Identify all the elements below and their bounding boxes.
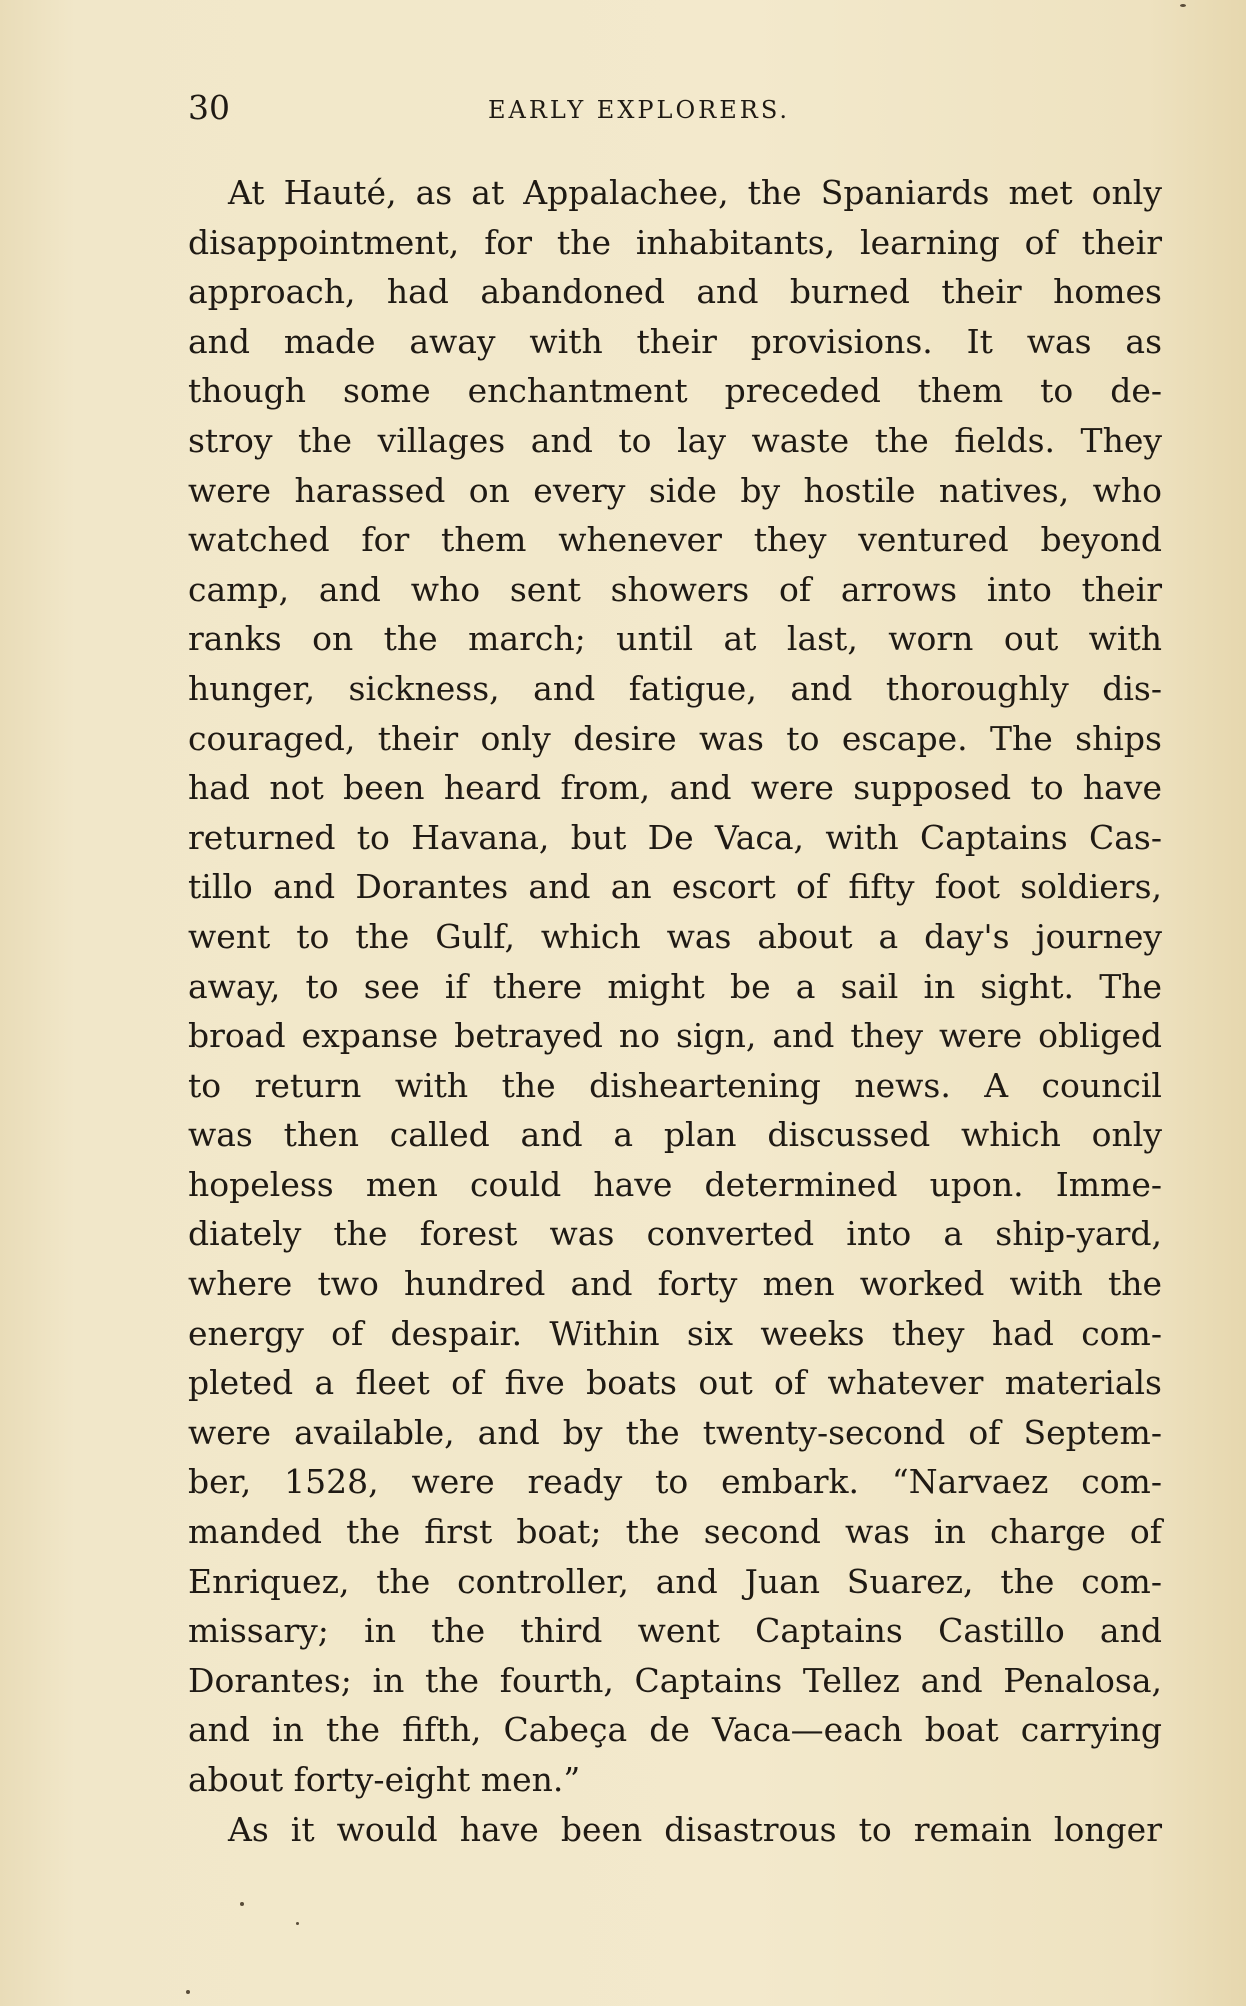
text-line: ber, 1528, were ready to embark. “Narvaez com- xyxy=(188,1462,1162,1502)
running-head: EARLY EXPLORERS. xyxy=(488,96,791,124)
body-text xyxy=(188,168,1162,1854)
text-line: broad expanse betrayed no sign, and they were obliged xyxy=(188,1016,1162,1056)
text-line: went to the Gulf, which was about a day's journey xyxy=(188,916,1162,956)
text-line: couraged, their only desire was to escape. The ships xyxy=(188,718,1162,758)
page-number: 30 xyxy=(188,88,230,127)
text-line: manded the first boat; the second was in charge of xyxy=(188,1512,1162,1552)
page-speck xyxy=(1180,4,1186,7)
text-line: Dorantes; in the fourth, Captains Tellez and Penalosa, xyxy=(188,1660,1162,1700)
page-speck xyxy=(186,1990,190,1994)
text-line: were available, and by the twenty-second of Septem- xyxy=(188,1412,1162,1452)
text-line: Enriquez, the controller, and Juan Suarez, the com- xyxy=(188,1561,1162,1601)
text-line: tillo and Dorantes and an escort of fifty foot soldiers, xyxy=(188,867,1162,907)
page-speck xyxy=(296,1922,299,1925)
text-line: hopeless men could have determined upon. Imme- xyxy=(188,1164,1162,1204)
text-line: away, to see if there might be a sail in sight. The xyxy=(188,966,1162,1006)
text-line: and in the fifth, Cabeça de Vaca—each boat carrying xyxy=(188,1710,1162,1750)
text-line: where two hundred and forty men worked with the xyxy=(188,1264,1162,1304)
text-line: to return with the disheartening news. A council xyxy=(188,1065,1162,1105)
text-line: energy of despair. Within six weeks they had com- xyxy=(188,1313,1162,1353)
text-line: At Hauté, as at Appalachee, the Spaniards met only xyxy=(228,173,1162,212)
text-line: diately the forest was converted into a ship-yard, xyxy=(188,1214,1162,1254)
text-line: camp, and who sent showers of arrows into their xyxy=(188,569,1162,609)
text-line: missary; in the third went Captains Castillo and xyxy=(188,1611,1162,1651)
text-line: disappointment, for the inhabitants, learning of their xyxy=(188,222,1162,262)
text-line: ranks on the march; until at last, worn out with xyxy=(188,619,1162,659)
text-line: hunger, sickness, and fatigue, and thoroughly dis- xyxy=(188,668,1162,708)
page-speck xyxy=(240,1902,244,1906)
text-line: and made away with their provisions. It was as xyxy=(188,321,1162,361)
text-line: had not been heard from, and were supposed to have xyxy=(188,768,1162,808)
text-line: was then called and a plan discussed which only xyxy=(188,1115,1162,1155)
text-line: returned to Havana, but De Vaca, with Captains Cas- xyxy=(188,817,1162,857)
text-line: pleted a fleet of five boats out of whatever materials xyxy=(188,1363,1162,1403)
text-line: approach, had abandoned and burned their homes xyxy=(188,272,1162,312)
text-line: stroy the villages and to lay waste the fields. They xyxy=(188,420,1162,460)
text-line: though some enchantment preceded them to de- xyxy=(188,371,1162,411)
text-line: As it would have been disastrous to remain longer xyxy=(228,1809,1162,1849)
text-line: watched for them whenever they ventured beyond xyxy=(188,520,1162,560)
text-line: about forty-eight men.” xyxy=(188,1760,581,1799)
text-line: were harassed on every side by hostile natives, who xyxy=(188,470,1162,510)
page-header xyxy=(188,88,1048,138)
